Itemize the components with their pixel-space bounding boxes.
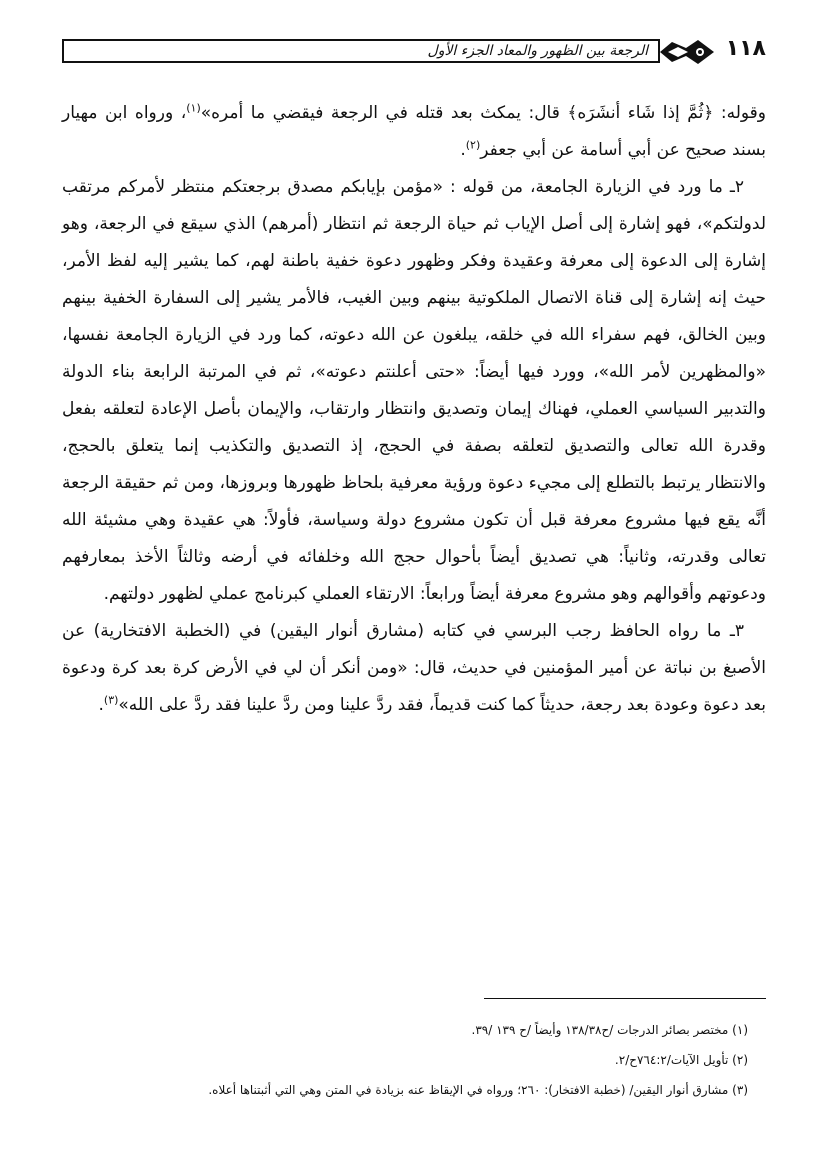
page-header bbox=[62, 32, 766, 72]
paragraph-1-text-a: وقوله: ﴿ثُمَّ إذا شَاء أنشَرَه﴾ قال: يمكث بعد قتله في الرجعة فيقضي ما أمره» bbox=[200, 103, 766, 123]
page-number: ١١٨ bbox=[725, 36, 766, 61]
paragraph-1 bbox=[62, 95, 766, 169]
footnote-ref-2: (٢) bbox=[465, 138, 481, 152]
paragraph-3-text-a: ٣ـ ما رواه الحافظ رجب البرسي في كتابه (مشارق أنوار اليقين) في (الخطبة الافتخارية) عن الأصبغ بن نباتة عن أمير المؤمنين في حديث، قال: «ومن أنكر أن لي في الأرض كرة بعد كرة ودعوة بعد دعوة وعودة بعد رجعة، حديثاً كما كنت قديماً، فقد ردَّ علينا ومن ردَّ علينا فقد ردَّ على الله» bbox=[62, 621, 766, 715]
running-title-box bbox=[62, 39, 660, 63]
paragraph-1-text-b: ، ورواه ابن مهيار بسند صحيح عن أبي أسامة عن أبي جعفر bbox=[62, 103, 766, 160]
ornament-icon bbox=[658, 36, 718, 68]
footnote-1: (١) مختصر بصائر الدرجات /ح١٣٨/٣٨ وأيضاً /ح ١٣٩ /٣٩. bbox=[471, 1023, 748, 1037]
footnote-2: (٢) تأويل الآيات/٧٦٤:٢ح/٢. bbox=[614, 1053, 748, 1067]
paragraph-3 bbox=[62, 613, 766, 724]
main-text bbox=[62, 95, 766, 724]
footnotes bbox=[62, 1015, 766, 1105]
footnote-ref-1: (١) bbox=[186, 101, 201, 115]
paragraph-2: ٢ـ ما ورد في الزيارة الجامعة، من قوله : «مؤمن بإيابكم مصدق برجعتكم منتظر لأمركم مرتقب لدولتكم»، فهو إشارة إلى أصل الإياب ثم حياة الرجعة ثم انتظار (أمرهم) الذي سيقع في الرجعة، وهو إشارة إلى الدعوة إلى معرفة وعقيدة وفكر وظهور دعوة خفية باطنة لهم، كما يشير إليه لفظ الأمر، حيث إنه إشارة إلى قناة الاتصال الملكوتية بينهم وبين الغيب، فالأمر يشير إلى السفارة الخفية بينهم وبين الخالق، فهم سفراء الله في خلقه، يبلغون عن الله دعوته، كما ورد في الزيارة الجامعة نفسها، «والمظهرين لأمر الله»، وورد فيها أيضاً: «حتى أعلنتم دعوته»، ثم في المرتبة الرابعة بناء الدولة والتدبير السياسي العملي، فهناك إيمان وتصديق وانتظار وارتقاب، والإيمان بأصل الإعادة لتعلقه بفعل وقدرة الله تعالى والتصديق لتعلقه بصفة في الحجج، إذ التصديق والتكذيب إنما يتعلق بالحجج، والانتظار يرتبط بالتطلع إلى مجيء دعوة ورؤية معرفية بلحاظ ظهورها وبروزها، ومن ثم حقيقة الرجعة أنَّه يقع فيها مشروع معرفة قبل أن تكون مشروع دولة وسياسة، فأولاً: هي عقيدة وهي مشيئة الله تعالى وقدرته، وثانياً: هي تصديق أيضاً بأحوال حجج الله وخلفائه في أرضه وثالثاً الأخذ بمعارفهم ودعوتهم وأقوالهم وهو مشروع معرفة أيضاً ورابعاً: الارتقاء العملي كبرنامج عملي لظهور دولتهم. bbox=[62, 177, 766, 604]
footnote-3: (٣) مشارق أنوار اليقين/ (خطبة الافتخار): ٢٦٠؛ ورواه في الإيقاظ عنه بزيادة في المتن وهي التي أثبتناها أعلاه. bbox=[208, 1083, 748, 1097]
paragraph-1-text-c: . bbox=[460, 140, 466, 160]
paragraph-3-text-b: . bbox=[98, 695, 104, 715]
running-title: الرجعة بين الظهور والمعاد الجزء الأول bbox=[427, 43, 648, 59]
footnote-ref-3: (٣) bbox=[103, 693, 119, 707]
footnote-separator bbox=[484, 998, 766, 999]
